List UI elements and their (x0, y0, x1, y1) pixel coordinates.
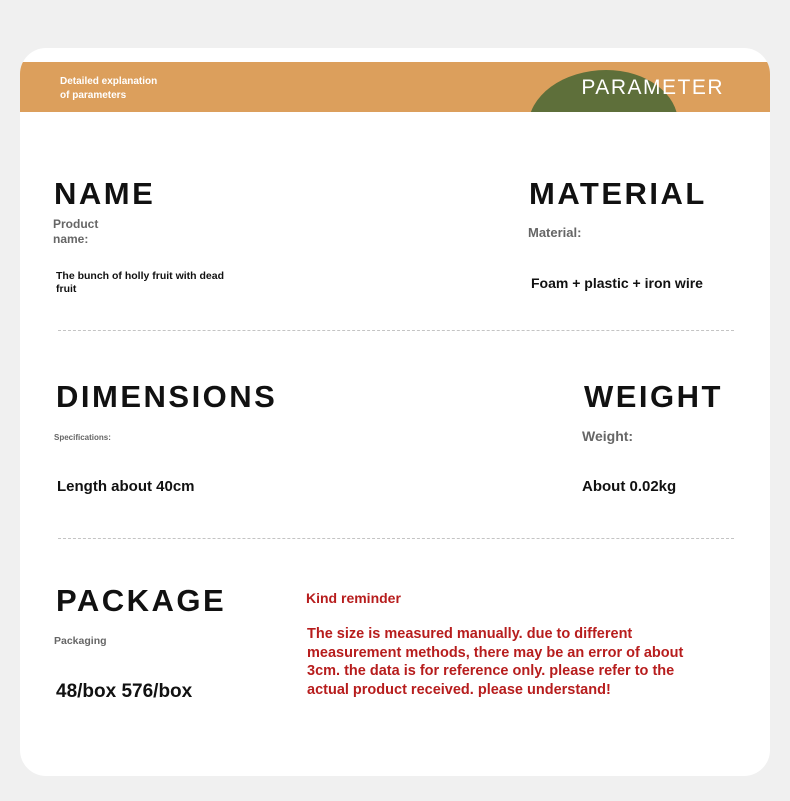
name-label-line2: name: (53, 232, 89, 246)
reminder-line1: The size is measured manually. due to different (307, 626, 633, 642)
section-divider (58, 330, 734, 331)
reminder-text (307, 625, 683, 699)
dimensions-value: Length about 40cm (57, 478, 195, 495)
reminder-line4: actual product received. please understand! (307, 681, 611, 698)
parameter-card (20, 48, 770, 776)
name-value-line1: The bunch of holly fruit with dead (56, 270, 224, 282)
package-label: Packaging (54, 635, 107, 647)
reminder-title: Kind reminder (306, 590, 401, 606)
banner-subtitle-line1: Detailed explanation (60, 76, 158, 87)
banner-subtitle (60, 75, 157, 103)
name-label (53, 217, 98, 247)
reminder-line2: measurement methods, there may be an error of about (307, 644, 684, 661)
banner-subtitle-line2: of parameters (60, 90, 127, 101)
material-heading: MATERIAL (529, 176, 707, 211)
package-heading: PACKAGE (56, 583, 227, 618)
name-value-line2: fruit (56, 283, 77, 295)
name-value (56, 270, 224, 296)
name-heading: NAME (54, 176, 156, 211)
reminder-line3: 3cm. the data is for reference only. please refer to the (307, 663, 675, 679)
dimensions-label: Specifications: (54, 433, 111, 442)
banner-title: PARAMETER (581, 76, 724, 99)
package-value: 48/box 576/box (56, 681, 193, 702)
material-value: Foam + plastic + iron wire (531, 275, 703, 291)
parameter-banner (20, 62, 770, 112)
weight-label: Weight: (582, 428, 634, 444)
weight-value: About 0.02kg (582, 478, 677, 495)
section-divider (58, 538, 734, 539)
dimensions-heading: DIMENSIONS (56, 379, 278, 414)
material-label: Material: (528, 225, 582, 240)
name-label-line1: Product (53, 217, 99, 231)
weight-heading: WEIGHT (584, 379, 723, 414)
